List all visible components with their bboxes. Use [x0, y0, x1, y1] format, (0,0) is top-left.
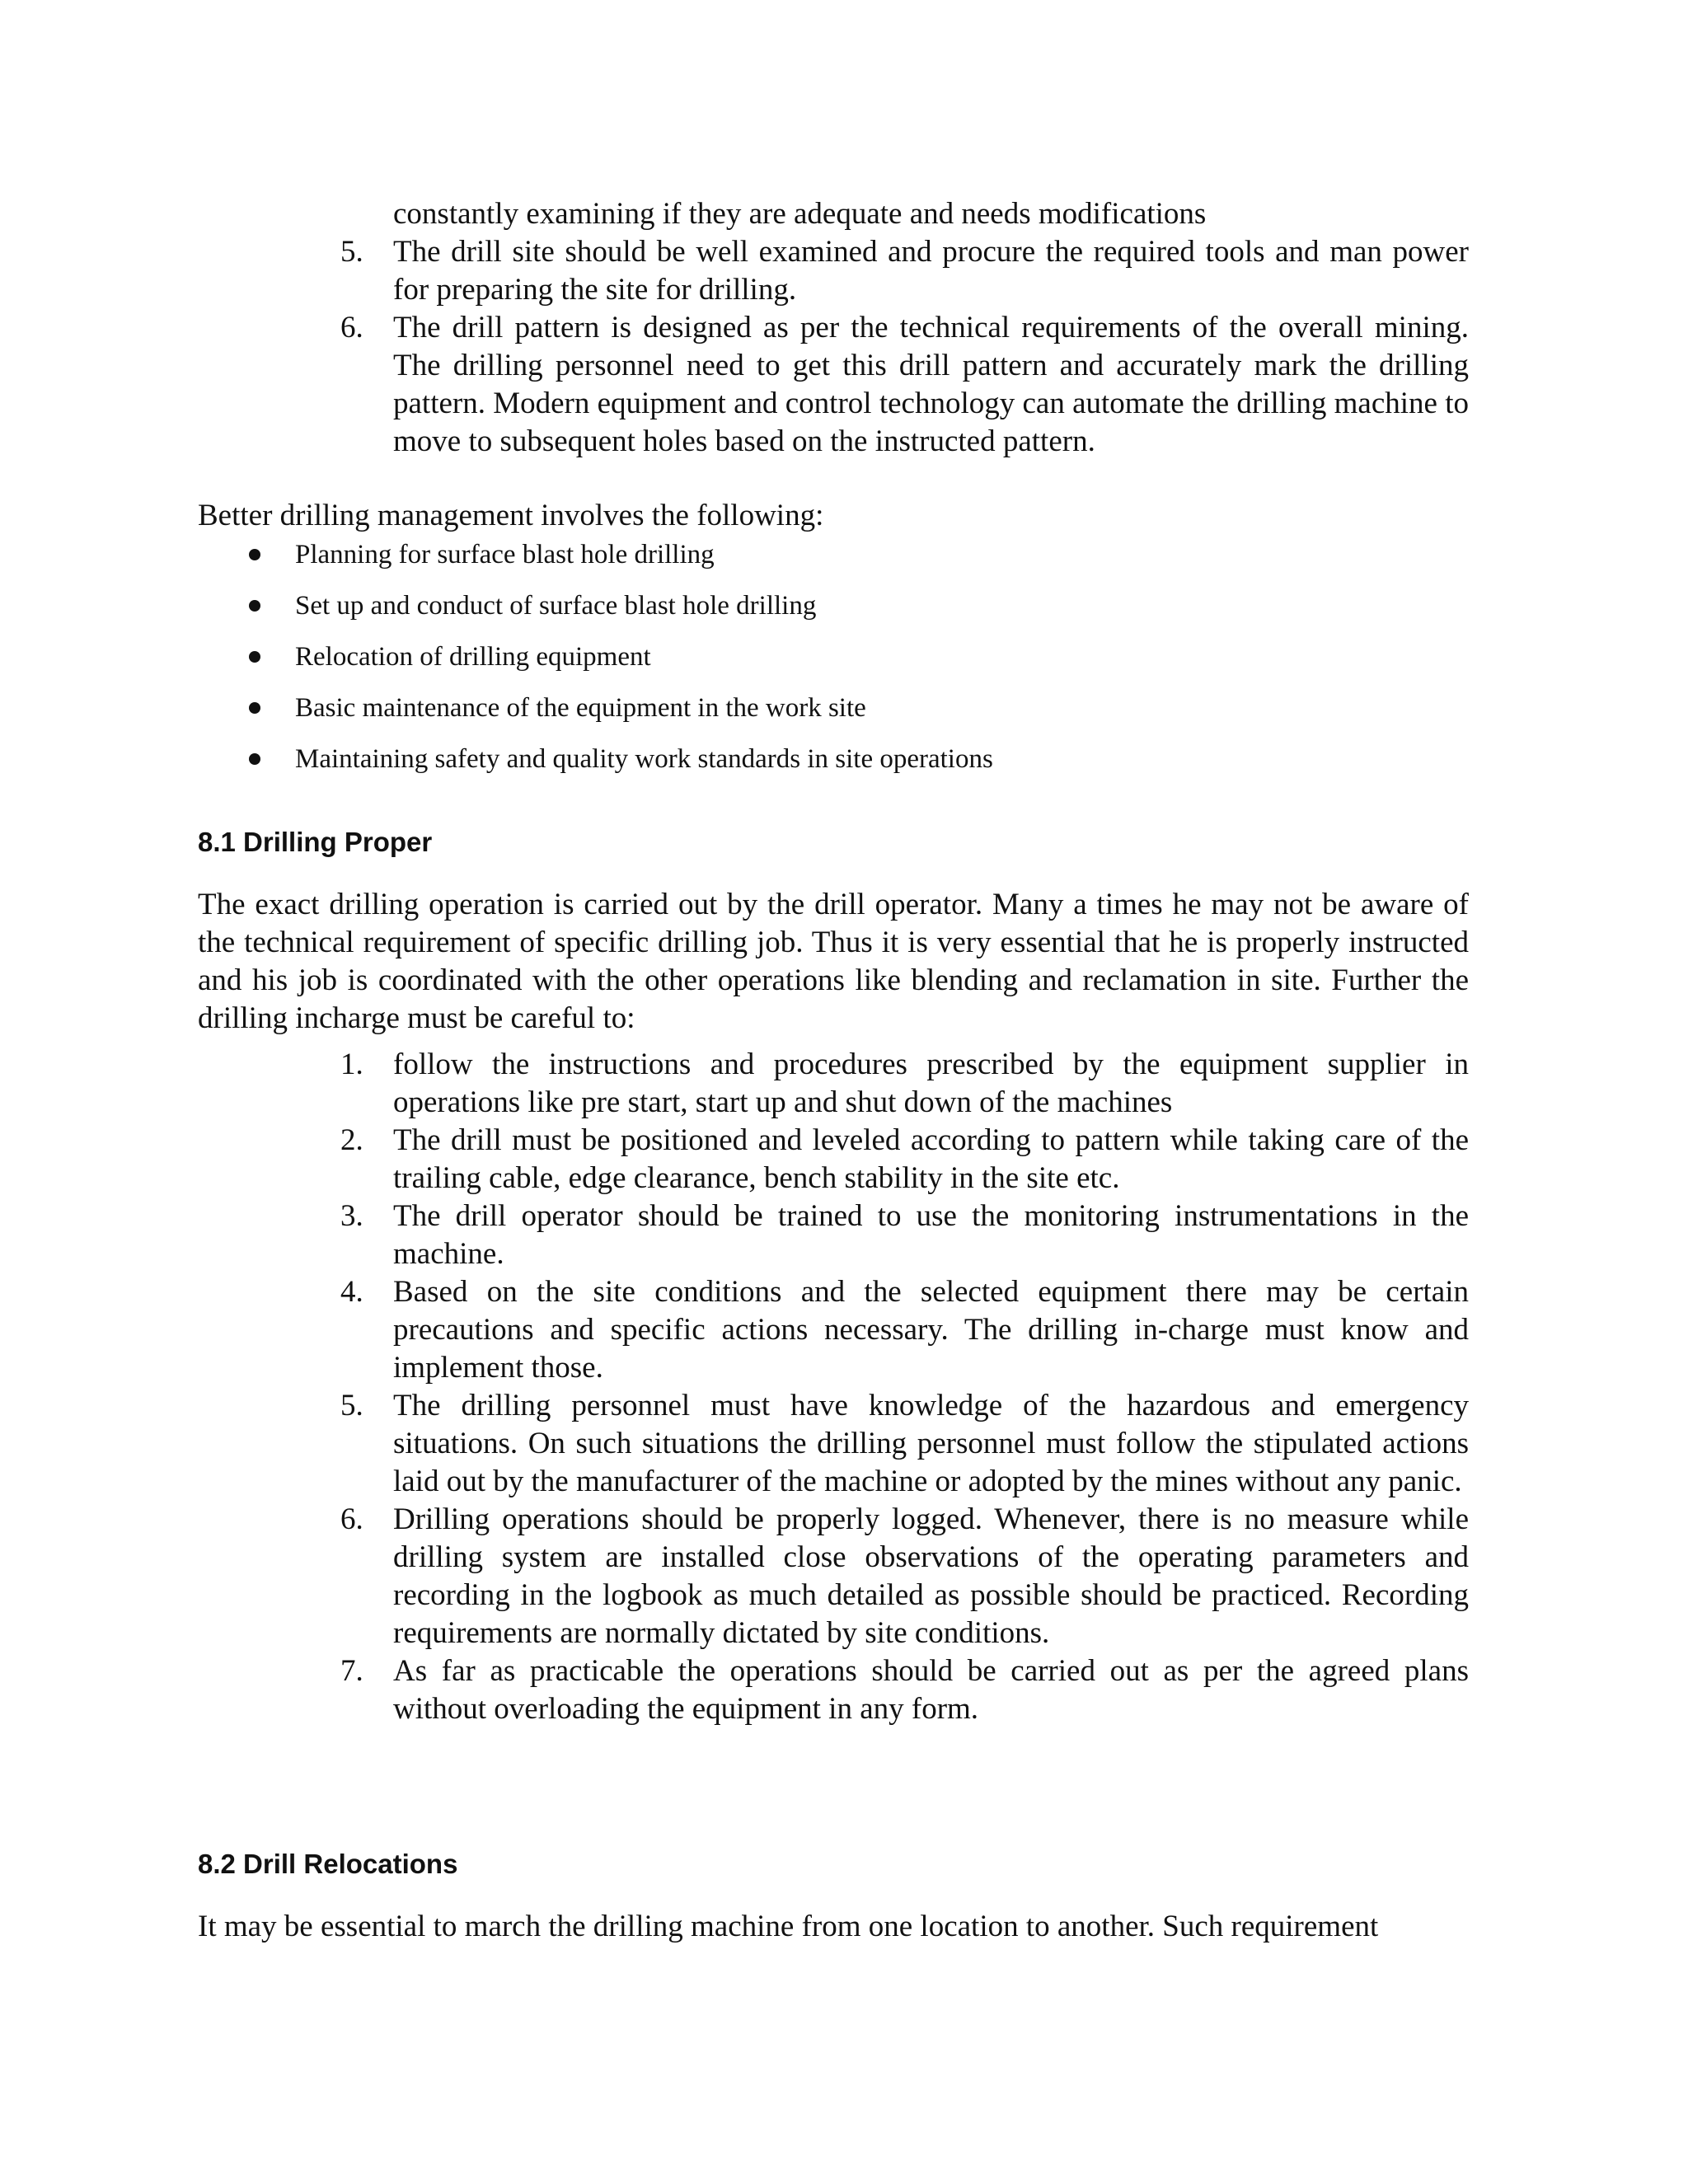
list-item-text: Drilling operations should be properly logged. Whenever, there is no measure while drilling system are installed close observations of the operating parameters and recording in the logbook as much detailed as possible should be practiced. Recording requirements are normally dictated by site conditions.: [393, 1502, 1469, 1650]
list-item: [334, 1273, 1469, 1387]
list-item: [334, 1122, 1469, 1197]
list-number: 4.: [340, 1275, 363, 1309]
intro-list: [334, 233, 1469, 461]
bullet-item: [198, 580, 1469, 631]
list-item-text: The drilling personnel must have knowledge of the hazardous and emergency situations. On such situations the drilling personnel must follow the stipulated actions laid out by the manufacturer of the machine or adopted by the mines without any panic.: [393, 1389, 1469, 1498]
list-item-text: The drill pattern is designed as per the technical requirements of the overall mining. The drilling personnel need to get this drill pattern and accurately mark the drilling pattern. Modern equipment and control technology can automate the drilling machine to move to subsequent holes based on the instructed pattern.: [393, 311, 1469, 458]
management-lead: Better drilling management involves the following:: [198, 499, 824, 532]
list-number: 3.: [340, 1199, 363, 1233]
list-number: 5.: [340, 235, 363, 269]
bullet-item: [198, 529, 1469, 580]
intro-continuation: constantly examining if they are adequate and needs modifications: [393, 197, 1207, 231]
list-item: [334, 1197, 1469, 1273]
list-number: 6.: [340, 1502, 363, 1536]
list-item: [334, 233, 1469, 309]
list-item: [334, 309, 1469, 461]
bullet-icon: [249, 549, 260, 560]
bullet-item: [198, 682, 1469, 733]
list-item: [334, 1387, 1469, 1501]
list-item-text: Based on the site conditions and the selected equipment there may be certain precautions and specific actions necessary. The drilling in-charge must know and implement those.: [393, 1275, 1469, 1385]
list-item: [334, 1652, 1469, 1728]
list-number: 2.: [340, 1123, 363, 1157]
list-number: 5.: [340, 1389, 363, 1422]
drill-relocations-paragraph: It may be essential to march the drilling machine from one location to another. Such requirement: [198, 1910, 1379, 1943]
list-item-text: As far as practicable the operations should be carried out as per the agreed plans without overloading the equipment in any form.: [393, 1654, 1469, 1726]
bullet-icon: [249, 702, 260, 714]
bullet-text: Basic maintenance of the equipment in the work site: [295, 693, 866, 723]
list-number: 1.: [340, 1047, 363, 1081]
bullet-text: Planning for surface blast hole drilling: [295, 540, 715, 569]
drilling-proper-paragraph: The exact drilling operation is carried out by the drill operator. Many a times he may not be aware of the technical requirement of specific drilling job. Thus it is very essential that he is properly instructed and his job is coordinated with the other operations like blending and reclamation in site. Further the drilling incharge must be careful to:: [198, 888, 1469, 1035]
drilling-proper-list: [334, 1046, 1469, 1728]
list-item-text: The drill must be positioned and leveled according to pattern while taking care of the trailing cable, edge clearance, bench stability in the site etc.: [393, 1123, 1469, 1195]
management-bullet-list: [198, 529, 1469, 785]
section-heading-drilling-proper: 8.1 Drilling Proper: [198, 827, 433, 857]
bullet-item: [198, 733, 1469, 785]
list-number: 6.: [340, 311, 363, 344]
section-heading-drill-relocations: 8.2 Drill Relocations: [198, 1849, 458, 1879]
bullet-text: Relocation of drilling equipment: [295, 642, 651, 672]
bullet-item: [198, 631, 1469, 682]
list-item-text: The drill site should be well examined and procure the required tools and man power for preparing the site for drilling.: [393, 235, 1469, 307]
bullet-icon: [249, 651, 260, 663]
list-item-text: follow the instructions and procedures prescribed by the equipment supplier in operations like pre start, start up and shut down of the machines: [393, 1047, 1469, 1119]
bullet-icon: [249, 753, 260, 765]
bullet-icon: [249, 600, 260, 612]
list-item: [334, 1046, 1469, 1122]
list-item-text: The drill operator should be trained to use the monitoring instrumentations in the machine.: [393, 1199, 1469, 1271]
list-item: [334, 1501, 1469, 1652]
bullet-text: Maintaining safety and quality work standards in site operations: [295, 744, 993, 774]
bullet-text: Set up and conduct of surface blast hole drilling: [295, 591, 817, 621]
list-number: 7.: [340, 1654, 363, 1688]
